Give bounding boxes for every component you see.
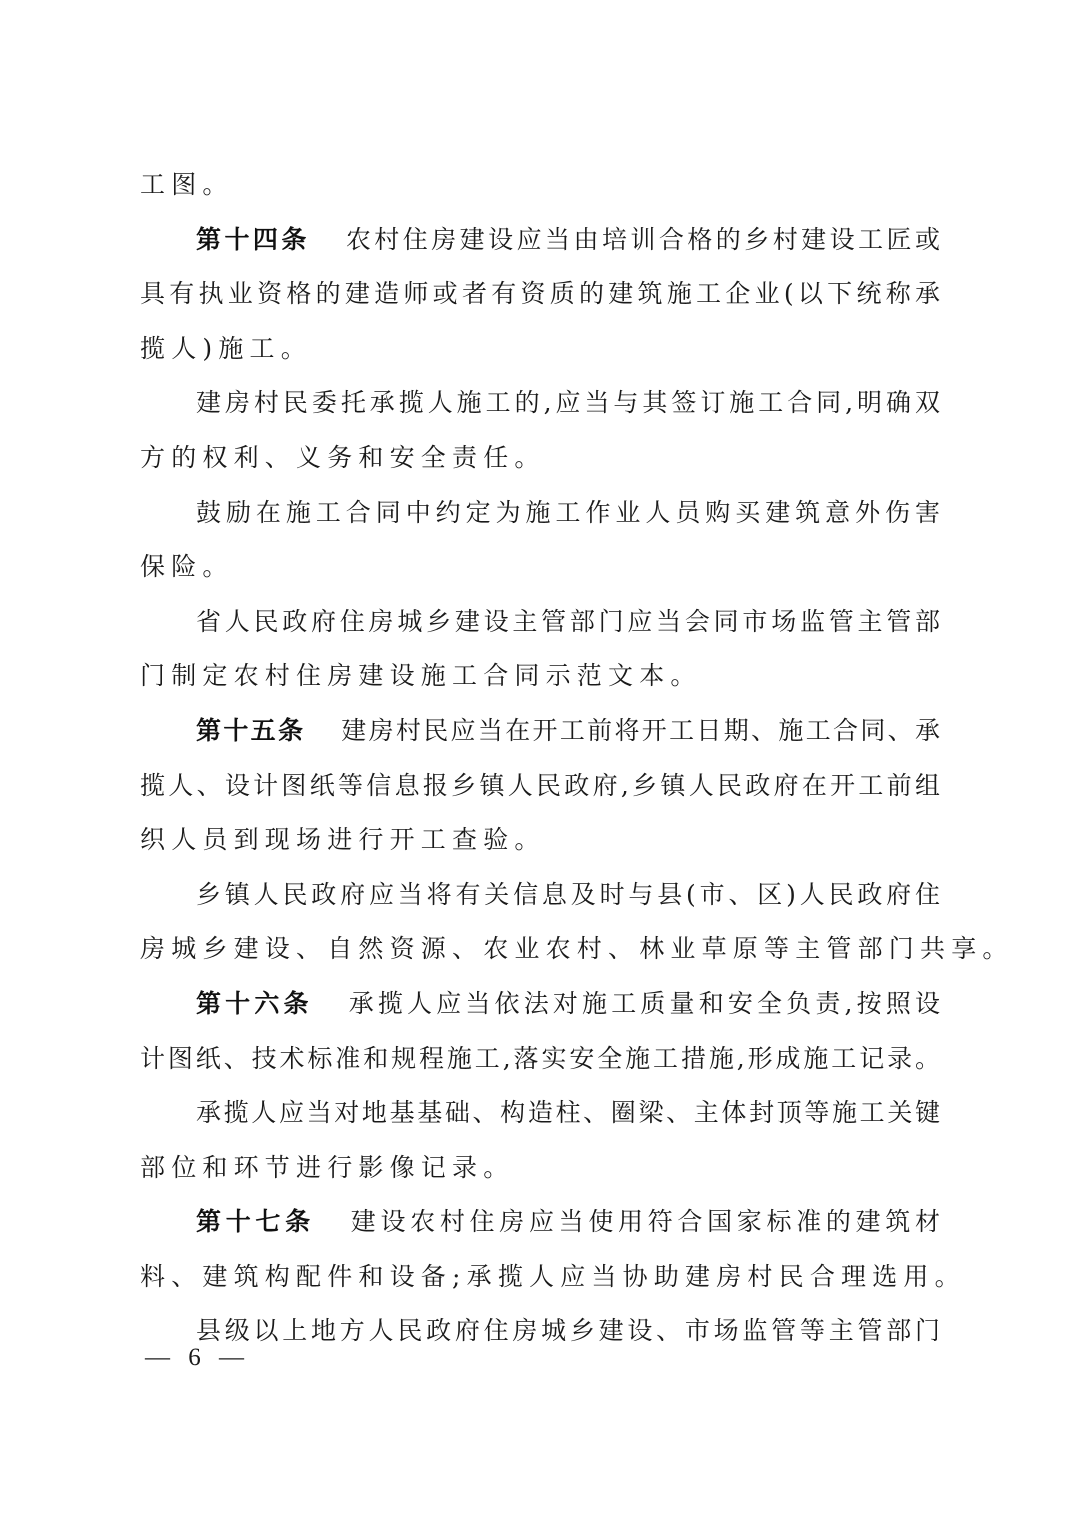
- line-text: 建设农村住房应当使用符合国家标准的建筑材: [350, 1207, 940, 1237]
- line-text: 鼓励在施工合同中约定为施工作业人员购买建筑意外伤害: [196, 497, 940, 527]
- line-text: 农村住房建设应当由培训合格的乡村建设工匠或: [345, 224, 940, 254]
- line-text: 部位和环节进行影像记录。: [140, 1152, 515, 1182]
- line-text: 工图。: [140, 170, 234, 199]
- line-text: 省人民政府住房城乡建设主管部门应当会同市场监管主管部: [196, 606, 940, 636]
- article-16-heading-line: [140, 977, 940, 1032]
- text-line: [140, 1304, 940, 1359]
- line-text: 乡镇人民政府应当将有关信息及时与县(市、区)人民政府住: [196, 879, 940, 909]
- document-page: [140, 158, 1014, 1359]
- line-text: 揽人)施工。: [140, 333, 312, 363]
- article-17-heading-line: [140, 1195, 940, 1250]
- line-text: 计图纸、技术标准和规程施工,落实安全施工措施,形成施工记录。: [140, 1043, 940, 1073]
- article-number: 第十七条: [196, 1207, 315, 1237]
- text-line: [140, 322, 940, 377]
- text-line: [140, 1141, 940, 1196]
- article-number: 第十六条: [196, 988, 313, 1018]
- text-line: [140, 158, 940, 213]
- text-line: [140, 813, 940, 868]
- article-number: 第十四条: [196, 224, 310, 254]
- line-text: 方的权利、义务和安全责任。: [140, 442, 546, 472]
- text-line: [140, 486, 940, 541]
- text-line: [140, 1086, 940, 1141]
- line-text: 县级以上地方人民政府住房城乡建设、市场监管等主管部门: [196, 1316, 940, 1346]
- line-text: 建房村民委托承揽人施工的,应当与其签订施工合同,明确双: [196, 388, 940, 418]
- line-text: 保险。: [140, 552, 234, 582]
- text-line: [140, 1032, 940, 1087]
- line-text: 门制定农村住房建设施工合同示范文本。: [140, 661, 702, 691]
- line-text: 料、建筑构配件和设备;承揽人应当协助建房村民合理选用。: [140, 1261, 966, 1291]
- page-number: — 6 —: [145, 1344, 250, 1371]
- article-14-heading-line: [140, 213, 940, 268]
- article-15-heading-line: [140, 704, 940, 759]
- line-text: 建房村民应当在开工前将开工日期、施工合同、承: [341, 715, 940, 745]
- text-line: [140, 922, 1014, 977]
- text-line: [140, 267, 940, 322]
- text-line: [140, 649, 940, 704]
- article-number: 第十五条: [196, 715, 306, 745]
- text-line: [140, 376, 940, 431]
- line-text: 具有执业资格的建造师或者有资质的建筑施工企业(以下统称承: [140, 279, 940, 309]
- text-line: [140, 431, 940, 486]
- line-text: 揽人、设计图纸等信息报乡镇人民政府,乡镇人民政府在开工前组: [140, 770, 940, 800]
- line-text: 织人员到现场进行开工查验。: [140, 825, 546, 855]
- text-line: [140, 759, 940, 814]
- text-line: [140, 868, 940, 923]
- line-text: 承揽人应当依法对施工质量和安全负责,按照设: [348, 988, 940, 1018]
- text-line: [140, 540, 940, 595]
- text-line: [140, 595, 940, 650]
- line-text: 承揽人应当对地基基础、构造柱、圈梁、主体封顶等施工关键: [196, 1098, 940, 1128]
- line-text: 房城乡建设、自然资源、农业农村、林业草原等主管部门共享。: [140, 934, 1014, 964]
- text-line: [140, 1250, 966, 1305]
